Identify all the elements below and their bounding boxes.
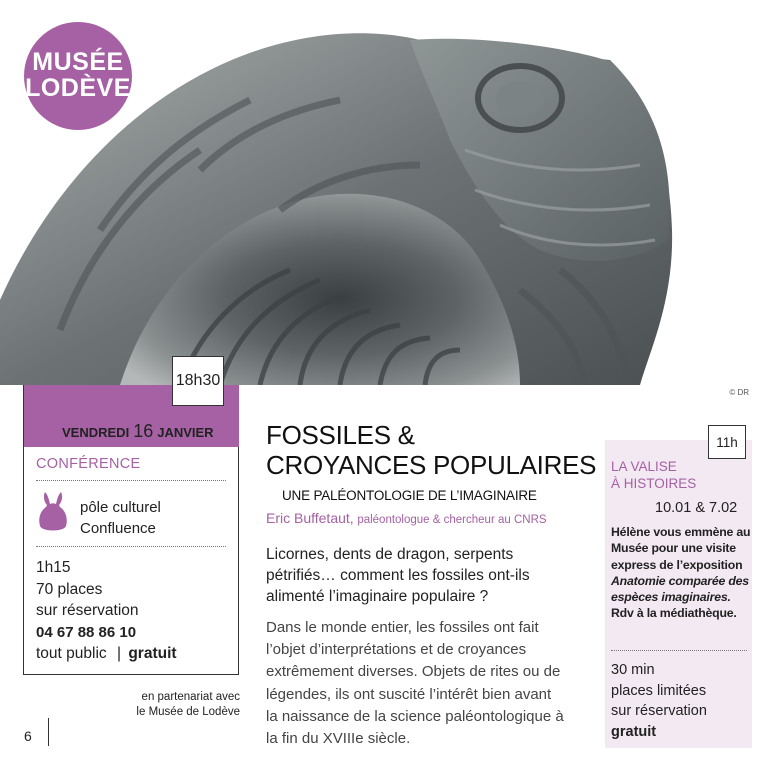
side-price: gratuit [611, 723, 657, 740]
side-desc-part-2: Rdv à la médiathèque. [611, 606, 737, 621]
venue-line-2: Confluence [80, 520, 156, 537]
partner-line-2: le Musée de Lodève [136, 706, 240, 718]
partner-line-1: en partenariat avec [141, 691, 240, 703]
event-booking: sur réservation [36, 602, 139, 619]
venue-line-1: pôle culturel [80, 499, 161, 516]
event-time: 18h30 [172, 356, 224, 406]
side-event-details [611, 660, 707, 742]
event-audience: tout public [36, 645, 107, 662]
dotted-divider [611, 650, 747, 651]
side-duration: 30 min [611, 662, 655, 678]
musee-lodeve-logo[interactable] [24, 22, 132, 130]
side-title-line-2: À HISTOIRES [611, 476, 697, 491]
dotted-divider [36, 480, 226, 481]
article-author [266, 510, 547, 526]
side-event-title [611, 458, 696, 492]
page-number: 6 [24, 728, 32, 744]
author-role: paléontologue & chercheur au CNRS [357, 514, 547, 526]
event-price: gratuit [128, 645, 177, 662]
event-date-number: 16 [133, 421, 154, 441]
title-line-2: CROYANCES POPULAIRES [266, 450, 597, 480]
title-line-1: FOSSILES & [266, 420, 415, 450]
article-body: Dans le monde entier, les fossiles ont fait l’objet d’interprétations et de croyances extrêmement diverses. Objets de rites ou de légendes, ils ont suscité l’intérêt bien avant la naissance de la science paléontologique à la fin du XVIIIe siècle. [266, 619, 564, 748]
side-places: places limitées [611, 682, 707, 699]
event-phone-link[interactable]: 04 67 88 86 10 [36, 623, 137, 641]
article-title [266, 420, 596, 480]
side-event-time: 11h [708, 425, 746, 459]
author-name: Eric Buffetaut, [266, 510, 354, 526]
partner-note [80, 690, 240, 720]
logo-line-1: MUSÉE [32, 48, 124, 76]
event-day: VENDREDI [62, 425, 130, 440]
side-title-line-1: LA VALISE [611, 459, 677, 474]
event-venue [80, 497, 161, 539]
side-event-dates: 10.01 & 7.02 [655, 500, 738, 516]
logo-line-2: LODÈVE [25, 74, 131, 102]
event-places: 70 places [36, 580, 103, 598]
side-desc-exhibition: Anatomie comparée des espèces imaginaires. [611, 573, 749, 605]
side-event-description [611, 524, 753, 622]
event-duration: 1h15 [36, 559, 71, 576]
event-category: CONFÉRENCE [36, 456, 141, 472]
event-month: JANVIER [157, 425, 214, 440]
dotted-divider [36, 546, 226, 547]
event-details [36, 557, 177, 665]
audience-separator: | [116, 645, 122, 662]
side-desc-part-1: Hélène vous emmène au Musée pour une visite express de l’exposition [611, 525, 751, 572]
article-subtitle: UNE PALÉONTOLOGIE DE L’IMAGINAIRE [282, 488, 537, 503]
rabbit-mascot-icon [36, 490, 70, 534]
event-audience-line [36, 643, 177, 665]
event-date [62, 421, 214, 442]
page-divider [48, 718, 49, 746]
photo-credit: © DR [729, 388, 749, 397]
side-booking: sur réservation [611, 703, 707, 719]
article-lead: Licornes, dents de dragon, serpents pétrifiés… comment les fossiles ont-ils alimenté l’imaginaire populaire ? [266, 546, 530, 605]
